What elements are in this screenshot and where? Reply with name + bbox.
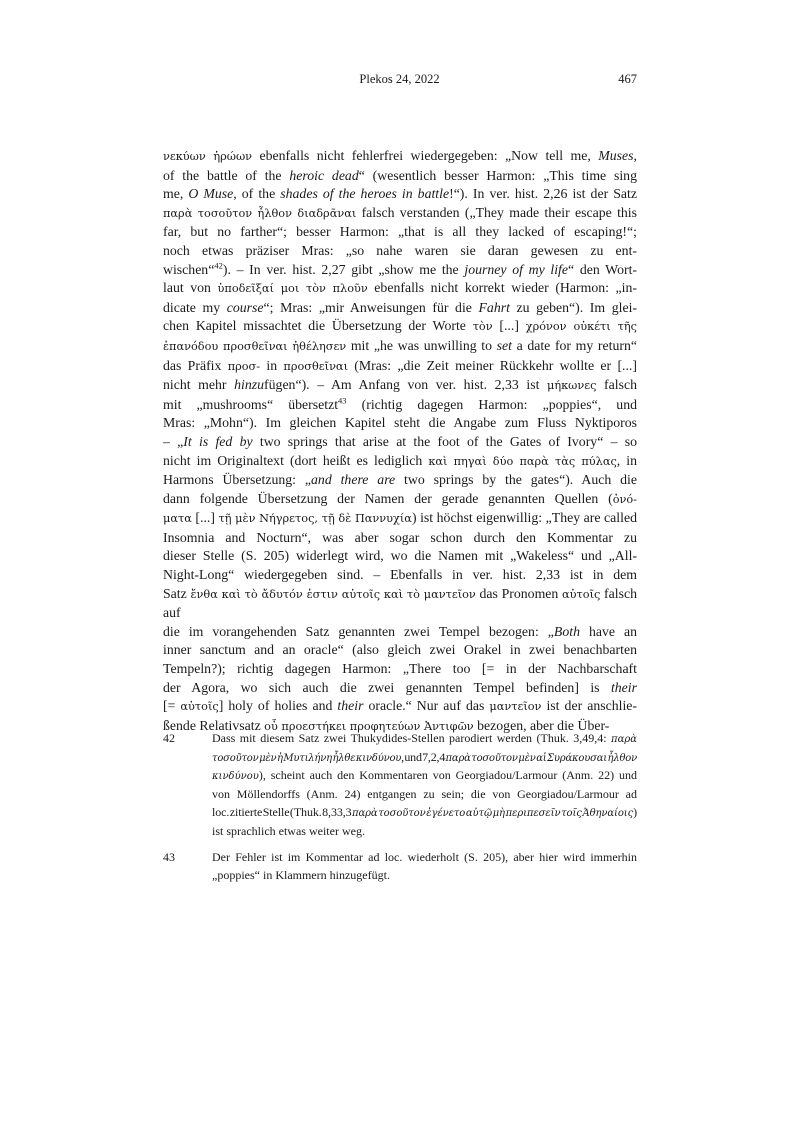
text-run: !“). In ver. hist. 2,26 ist der Satz bbox=[449, 186, 637, 202]
text-run: a date for my return“ bbox=[511, 337, 637, 353]
text-line bbox=[212, 730, 637, 749]
text-run: Night-Long“ wiedergegeben sind. – Ebenfalls in ver. hist. 2,33 ist in dem bbox=[163, 567, 637, 583]
footnote-ref[interactable]: 42 bbox=[214, 259, 223, 270]
text-run: [...] bbox=[191, 510, 219, 526]
text-line bbox=[212, 749, 637, 768]
text-line bbox=[163, 223, 637, 242]
text-line bbox=[163, 167, 637, 186]
text-run: , und 7,2,4 bbox=[401, 749, 446, 764]
text-line bbox=[163, 317, 637, 337]
footnote-ref[interactable]: 43 bbox=[338, 395, 347, 406]
text-line bbox=[163, 660, 637, 679]
greek-quote: μαντεῖον bbox=[489, 700, 542, 714]
italic-text: O Muse bbox=[188, 186, 234, 202]
italic-text: set bbox=[496, 337, 512, 353]
greek-quote: ἐπανόδου προσθεῖναι ἠθέλησεν bbox=[163, 339, 347, 353]
text-run: Mras: „Mohn“). Im gleichen Kapitel steht die Angabe zum Fluss Nyktiporos bbox=[163, 415, 637, 431]
text-run: zu geben“). Im glei- bbox=[509, 299, 637, 315]
text-run: ist sprachlich etwas weiter weg. bbox=[212, 823, 365, 838]
text-run: ist der anschlie- bbox=[541, 698, 637, 714]
greek-quote: παρὰ τοσοῦτον μὲν αἱ Συράκουσαι ἦλθον bbox=[445, 752, 637, 764]
text-line bbox=[163, 641, 637, 660]
text-run: noch etwas präziser Mras: „so nahe waren sie daran gewesen zu ent- bbox=[163, 242, 637, 258]
text-run: chen Kapitel missachtet die Übersetzung der Worte bbox=[163, 318, 473, 334]
text-run: ) bbox=[633, 804, 637, 819]
text-run: die im vorangehenden Satz genannten zwei Tempel bezogen: „ bbox=[163, 623, 554, 639]
text-run: me, bbox=[163, 186, 189, 202]
italic-text: hinzu bbox=[234, 377, 265, 393]
text-line bbox=[212, 804, 637, 823]
text-line bbox=[163, 697, 637, 717]
footnote-number: 43 bbox=[163, 850, 175, 865]
greek-quote: ματα bbox=[163, 512, 192, 526]
italic-text: and there are bbox=[311, 472, 396, 488]
text-line bbox=[163, 414, 637, 433]
text-run: falsch bbox=[596, 377, 637, 393]
text-run: nicht mehr bbox=[163, 377, 235, 393]
greek-quote: τῇ μὲν Νήγρετος, τῇ δὲ Παννυχία bbox=[218, 512, 412, 526]
greek-quote: μήκωνες bbox=[547, 379, 597, 393]
text-line bbox=[212, 867, 637, 885]
greek-quote: τοσοῦτον μὲν ἡ Μυτιλήνη ἦλθε κινδύνου bbox=[212, 752, 402, 764]
text-run: Dass mit diesem Satz zwei Thukydides-Stellen parodiert werden (Thuk. 3,49,4: bbox=[212, 731, 612, 745]
text-run: , bbox=[633, 148, 637, 163]
text-run: – „ bbox=[163, 433, 184, 449]
italic-text: shades of the heroes in battle bbox=[280, 186, 450, 202]
italic-text: Muses bbox=[598, 148, 634, 163]
text-run: wischen“ bbox=[163, 261, 215, 277]
text-run: (Mras: „die Zeit meiner Rückkehr wollte er [...] bbox=[348, 357, 637, 373]
italic-text: course bbox=[226, 299, 264, 315]
text-run: Tempeln?); richtig dagegen Harmon: „There too [= in der Nachbarschaft bbox=[163, 661, 637, 677]
text-run: laut von bbox=[163, 280, 218, 296]
text-line bbox=[163, 204, 637, 224]
text-run: ebenfalls nicht fehlerfrei wiedergegeben: „Now tell me, bbox=[252, 148, 599, 163]
text-run: “; Mras: „mir Anweisungen für die bbox=[263, 299, 479, 315]
footnotes bbox=[163, 730, 637, 894]
text-run: mit „he was unwilling to bbox=[346, 337, 497, 353]
text-run: two springs by the gates“). Auch die bbox=[395, 472, 637, 488]
text-line bbox=[212, 786, 637, 804]
text-run: von Möllendorffs (Anm. 24) entgangen zu sein; die von Georgiadou/Larmour ad bbox=[212, 787, 637, 802]
text-line bbox=[163, 185, 637, 204]
text-run: of the battle of the bbox=[163, 167, 290, 183]
italic-text: Fahrt bbox=[478, 299, 510, 315]
text-run: ebenfalls nicht korrekt wieder (Harmon: „in- bbox=[367, 280, 637, 296]
text-run: dieser Stelle (S. 205) widerlegt wird, wo die Namen mit „Wakeless“ und „All- bbox=[163, 548, 637, 564]
greek-quote: χρόνον οὐκέτι τῆς bbox=[525, 320, 637, 334]
text-run: ) ist höchst eigenwillig: „They are called bbox=[411, 510, 637, 526]
greek-quote: καὶ πηγαὶ δύο παρὰ τὰς πύλας bbox=[428, 454, 617, 468]
text-run: der Agora, wo sich auch die zwei genannten Tempel befinden] is bbox=[163, 679, 611, 695]
text-run: mit „mushrooms“ übersetzt bbox=[163, 396, 339, 412]
text-line bbox=[163, 376, 637, 396]
text-run: dicate my bbox=[163, 299, 227, 315]
text-line bbox=[212, 767, 637, 786]
text-run: (richtig dagegen Harmon: „poppies“, und bbox=[346, 396, 637, 412]
text-run: two springs that arise at the foot of the Gates of Ivory“ – so bbox=[252, 433, 638, 449]
footnote-number: 42 bbox=[163, 731, 175, 745]
footnote-text bbox=[212, 730, 637, 840]
text-run: have an bbox=[579, 623, 637, 639]
text-line bbox=[163, 566, 637, 585]
text-line bbox=[163, 679, 637, 698]
text-line bbox=[163, 433, 637, 452]
text-run: far, but no farther“; besser Harmon: „that is all they lacked of escaping!“; bbox=[163, 224, 637, 240]
text-run: bezogen, aber die Über- bbox=[473, 717, 610, 733]
text-line bbox=[163, 471, 637, 490]
greek-quote: νεκύων ἡρώων bbox=[163, 150, 253, 163]
italic-text: their bbox=[337, 698, 364, 714]
italic-text: their bbox=[610, 679, 637, 695]
text-run: nicht im Originaltext (dort heißt es lediglich bbox=[163, 452, 429, 468]
main-text bbox=[163, 147, 637, 736]
text-line bbox=[163, 585, 637, 623]
footnote bbox=[163, 849, 637, 884]
text-line bbox=[163, 242, 637, 261]
text-run: Insomnia and Nocturn“, was aber sogar schon durch den Kommentar zu bbox=[163, 529, 637, 545]
text-line bbox=[163, 490, 637, 510]
italic-text: Both bbox=[553, 623, 580, 639]
greek-quote: ὑποδεῖξαί μοι τὸν πλοῦν bbox=[217, 282, 368, 296]
text-line bbox=[163, 357, 637, 377]
text-run: falsch verstanden („They made their escape this bbox=[356, 204, 637, 220]
greek-quote: αὐτοῖς bbox=[180, 700, 219, 714]
text-line bbox=[163, 529, 637, 548]
text-run: fügen“). – Am Anfang von ver. hist. 2,33 ist bbox=[264, 377, 548, 393]
text-line bbox=[163, 261, 637, 280]
text-line bbox=[163, 547, 637, 566]
text-line bbox=[163, 396, 637, 415]
greek-quote: παρὰ τοσοῦτον ἐγένετο αὐτῷ μὴ περιπεσεῖν τοῖς Ἀθηναίοις bbox=[352, 807, 634, 819]
footnote-text bbox=[212, 849, 637, 884]
greek-quote: αὐτοῖς bbox=[562, 587, 601, 601]
text-run: loc. zitierte Stelle (Thuk. 8,33,3 bbox=[212, 804, 353, 819]
greek-quote: προσθεῖναι bbox=[283, 359, 348, 373]
greek-quote: παρὰ bbox=[611, 734, 637, 745]
page-number: 467 bbox=[618, 72, 637, 86]
text-line bbox=[163, 337, 637, 357]
text-line bbox=[163, 279, 637, 299]
greek-quote: οὗ προεστήκει προφητεύων Ἀντιφῶν bbox=[264, 719, 474, 733]
text-run: ] holy of holies and bbox=[218, 698, 338, 714]
text-run: , of the bbox=[233, 186, 281, 202]
text-run: Der Fehler ist im Kommentar ad loc. wiederholt (S. 205), aber hier wird immerhin bbox=[212, 850, 637, 865]
text-line bbox=[163, 299, 637, 318]
text-run: Harmons Übersetzung: „ bbox=[163, 472, 312, 488]
text-run: falsch auf bbox=[163, 585, 637, 621]
text-line bbox=[163, 452, 637, 472]
text-line bbox=[163, 147, 637, 167]
greek-quote: τὸν bbox=[472, 320, 493, 334]
text-run: , in bbox=[616, 452, 638, 468]
text-run: ßende Relativsatz bbox=[163, 717, 265, 733]
greek-quote: προσ- bbox=[227, 359, 261, 373]
text-run: ), scheint auch den Kommentaren von Georgiadou/Larmour (Anm. 22) und bbox=[258, 768, 637, 783]
text-run: „poppies“ in Klammern hinzugefügt. bbox=[212, 867, 390, 882]
text-run: “ den Wort- bbox=[568, 261, 638, 277]
greek-quote: κινδύνου bbox=[212, 771, 259, 783]
greek-quote: ὀνό- bbox=[612, 492, 637, 506]
text-run: das Präfix bbox=[163, 357, 228, 373]
text-run: dann folgende Übersetzung der Namen der gerade genannten Quellen ( bbox=[163, 490, 613, 506]
text-run: [...] bbox=[492, 318, 526, 334]
footnote bbox=[163, 730, 637, 840]
text-line bbox=[212, 849, 637, 867]
text-line bbox=[163, 509, 637, 529]
running-header: Plekos 24, 2022 bbox=[359, 72, 440, 86]
greek-quote: ἔνθα καὶ τὸ ἄδυτόν ἐστιν αὐτοῖς καὶ τὸ μαντεῖον bbox=[190, 587, 476, 601]
italic-text: journey of my life bbox=[464, 261, 569, 277]
text-run: in bbox=[260, 357, 284, 373]
greek-quote: παρὰ τοσοῦτον ἦλθον διαδρᾶναι bbox=[163, 206, 357, 220]
italic-text: heroic dead bbox=[289, 167, 359, 183]
text-run: ). – In ver. hist. 2,27 gibt „show me the bbox=[222, 261, 465, 277]
text-run: oracle.“ Nur auf das bbox=[363, 698, 490, 714]
text-run: “ (wesentlich besser Harmon: „This time sing bbox=[358, 167, 637, 183]
text-run: das Pronomen bbox=[475, 585, 563, 601]
italic-text: It is fed by bbox=[183, 433, 253, 449]
text-line bbox=[163, 623, 637, 642]
text-run: Satz bbox=[163, 585, 191, 601]
text-run: [= bbox=[163, 698, 181, 714]
text-line bbox=[212, 823, 637, 841]
text-run: inner sanctum and an oracle“ (also gleich zwei Orakel in zwei benachbarten bbox=[163, 642, 637, 658]
